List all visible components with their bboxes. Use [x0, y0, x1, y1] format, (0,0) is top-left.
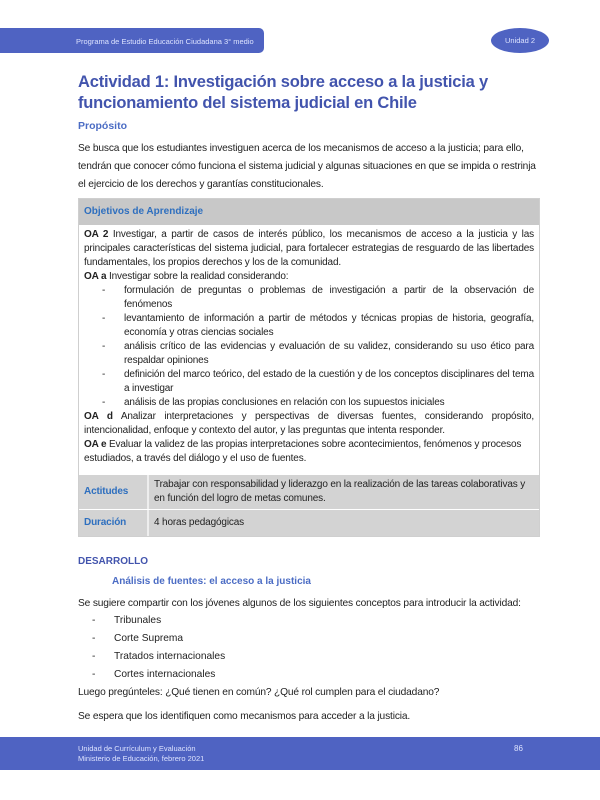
objectives-table — [78, 198, 540, 537]
oa-text: Investigar, a partir de casos de interés público, los mecanismos de acceso a la justicia y las principales características del sistema judicial, para fortalecer estrategias de resguardo de las libertades fundamentales, los propios derechos y los de la comunidad. — [84, 229, 534, 268]
list-item — [92, 666, 225, 684]
dash: - — [92, 669, 96, 680]
attitudes-text: Trabajar con responsabilidad y liderazgo en la realización de las tareas colaborativas y en función del logro de metas comunes. — [154, 479, 526, 504]
attitudes-label: Actitudes — [79, 475, 149, 509]
concept: Tribunales — [114, 615, 162, 626]
oa-code: OA d — [84, 411, 113, 422]
list-item — [92, 612, 225, 630]
list-item: - definición del marco teórico, del estado de la cuestión y de los conceptos disciplinares del tema a investigar — [102, 368, 534, 396]
development-intro: Se sugiere compartir con los jóvenes algunos de los siguientes conceptos para introducir la actividad: — [78, 598, 521, 609]
oa-a — [84, 270, 534, 284]
objectives-heading: Objetivos de Aprendizaje — [79, 199, 539, 225]
page-footer — [0, 737, 600, 770]
list-item: - análisis de las propias conclusiones en relación con los supuestos iniciales — [102, 396, 534, 410]
list-item: - análisis crítico de las evidencias y evaluación de su validez, considerando su uso ético para respaldar opiniones — [102, 340, 534, 368]
concepts-list — [92, 612, 225, 684]
dash: - — [92, 615, 96, 626]
oa-text: Evaluar la validez de las propias interpretaciones sobre acontecimientos, fenómenos y procesos estudiados, a través del diálogo y el uso de fuentes. — [84, 439, 522, 464]
unit-badge: Unidad 2 — [491, 28, 549, 53]
concept: Corte Suprema — [114, 633, 184, 644]
oa-text: Investigar sobre la realidad considerando: — [106, 271, 289, 282]
development-expectation: Se espera que los identifiquen como mecanismos para acceder a la justicia. — [78, 711, 411, 722]
program-name: Programa de Estudio Educación Ciudadana 3° medio — [76, 37, 254, 46]
dash: - — [92, 651, 96, 662]
program-header — [0, 28, 264, 53]
oa-code: OA a — [84, 271, 107, 282]
list-item: - levantamiento de información a partir de métodos y técnicas propias de historia, geografía, economía y otras ciencias sociales — [102, 312, 534, 340]
oa-code: OA e — [84, 439, 107, 450]
page-number: 86 — [514, 744, 523, 753]
development-heading: DESARROLLO — [78, 556, 148, 567]
oa-e — [84, 438, 534, 466]
duration-row — [79, 509, 539, 536]
list-item: - formulación de preguntas o problemas de investigación a partir de la observación de fenómenos — [102, 284, 534, 312]
development-subheading: Análisis de fuentes: el acceso a la justicia — [112, 576, 311, 587]
oa-d — [84, 410, 534, 438]
purpose-text: Se busca que los estudiantes investiguen acerca de los mecanismos de acceso a la justicia; para ello, tendrán que conocer cómo funciona el sistema judicial y algunas situaciones en que se impida o restrinja el ejercicio de los derechos y garantías constitucionales. — [78, 143, 536, 190]
duration-text: 4 horas pedagógicas — [154, 517, 244, 528]
objectives-body — [79, 225, 539, 474]
footer-line2: Ministerio de Educación, febrero 2021 — [78, 754, 205, 763]
concept: Tratados internacionales — [114, 651, 226, 662]
list-item — [92, 648, 225, 666]
oa-a-list — [102, 284, 534, 410]
footer-line1: Unidad de Currículum y Evaluación — [78, 744, 196, 753]
purpose-heading: Propósito — [78, 120, 127, 132]
oa-2 — [84, 228, 534, 270]
list-item — [92, 630, 225, 648]
oa-code: OA 2 — [84, 229, 109, 240]
oa-text: Analizar interpretaciones y perspectivas de diversas fuentes, considerando propósito, intencionalidad, enfoque y contexto del autor, y las preguntas que intenta responder. — [84, 411, 534, 436]
activity-title: Actividad 1: Investigación sobre acceso a la justicia y funcionamiento del sistema judicial en Chile — [78, 73, 488, 112]
concept: Cortes internacionales — [114, 669, 216, 680]
dash: - — [92, 633, 96, 644]
attitudes-row — [79, 474, 539, 509]
duration-label: Duración — [79, 510, 149, 536]
development-question: Luego pregúnteles: ¿Qué tienen en común? ¿Qué rol cumplen para el ciudadano? — [78, 687, 440, 698]
